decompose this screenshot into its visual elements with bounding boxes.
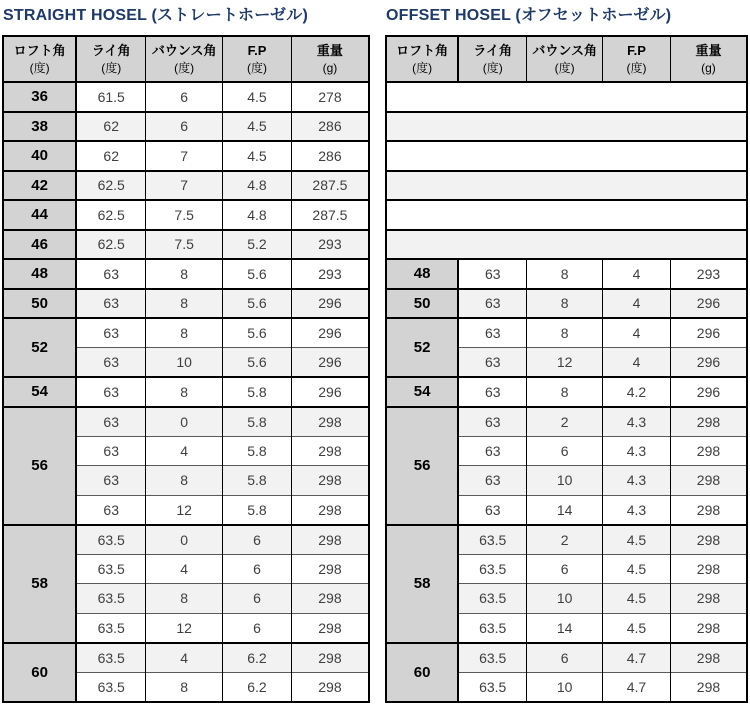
- weight-cell: 298: [291, 584, 369, 614]
- lie-cell: 63: [458, 436, 527, 466]
- bounce-cell: 10: [527, 672, 603, 702]
- bounce-cell: 10: [146, 348, 223, 378]
- fp-cell: 4.2: [603, 377, 671, 407]
- loft-cell: 42: [3, 171, 76, 201]
- lie-cell: 63: [458, 289, 527, 319]
- column-header-bounce: [527, 36, 603, 82]
- empty-cell: [386, 141, 747, 171]
- table-row: [3, 643, 369, 673]
- lie-cell: 63: [76, 289, 146, 319]
- fp-cell: 4.5: [603, 613, 671, 643]
- fp-cell: 4.7: [603, 643, 671, 673]
- bounce-cell: 7.5: [146, 200, 223, 230]
- bounce-cell: 8: [527, 377, 603, 407]
- lie-cell: 63: [76, 259, 146, 289]
- bounce-cell: 8: [146, 318, 223, 348]
- bounce-cell: 8: [527, 259, 603, 289]
- bounce-cell: 8: [146, 584, 223, 614]
- table-row: [386, 318, 747, 348]
- loft-cell: 54: [386, 377, 458, 407]
- weight-cell: 296: [291, 318, 369, 348]
- bounce-cell: 0: [146, 407, 223, 437]
- bounce-cell: 4: [146, 554, 223, 584]
- weight-cell: 298: [670, 672, 747, 702]
- loft-cell: 36: [3, 82, 76, 112]
- lie-cell: 63: [76, 436, 146, 466]
- weight-cell: 293: [291, 259, 369, 289]
- weight-cell: 298: [670, 613, 747, 643]
- bounce-cell: 8: [146, 259, 223, 289]
- lie-cell: 63: [458, 259, 527, 289]
- loft-cell: 56: [386, 407, 458, 525]
- weight-cell: 298: [670, 525, 747, 555]
- weight-cell: 287.5: [291, 171, 369, 201]
- weight-cell: 298: [291, 436, 369, 466]
- fp-cell: 6: [223, 525, 292, 555]
- column-header-lie: [76, 36, 146, 82]
- loft-cell: 50: [386, 289, 458, 319]
- fp-cell: 5.8: [223, 377, 292, 407]
- bounce-cell: 7.5: [146, 230, 223, 260]
- loft-cell: 46: [3, 230, 76, 260]
- empty-cell: [386, 82, 747, 112]
- empty-row: [386, 200, 747, 230]
- fp-cell: 5.8: [223, 407, 292, 437]
- lie-cell: 63: [458, 495, 527, 525]
- column-label: 重量: [316, 42, 343, 58]
- table-row: [3, 377, 369, 407]
- table-row: [386, 407, 747, 437]
- table-row: [386, 289, 747, 319]
- loft-cell: 54: [3, 377, 76, 407]
- column-label: ライ角: [91, 42, 131, 58]
- bounce-cell: 2: [527, 407, 603, 437]
- lie-cell: 63.5: [458, 613, 527, 643]
- loft-cell: 52: [386, 318, 458, 377]
- bounce-cell: 2: [527, 525, 603, 555]
- loft-cell: 60: [3, 643, 76, 702]
- fp-cell: 4.5: [603, 554, 671, 584]
- lie-cell: 63: [76, 407, 146, 437]
- weight-cell: 298: [291, 407, 369, 437]
- table-row: [3, 171, 369, 201]
- loft-cell: 56: [3, 407, 76, 525]
- empty-cell: [386, 200, 747, 230]
- fp-cell: 5.6: [223, 348, 292, 378]
- bounce-cell: 6: [146, 82, 223, 112]
- lie-cell: 63.5: [458, 554, 527, 584]
- loft-cell: 60: [386, 643, 458, 702]
- bounce-cell: 6: [527, 643, 603, 673]
- weight-cell: 298: [670, 495, 747, 525]
- weight-cell: 293: [291, 230, 369, 260]
- fp-cell: 4: [603, 289, 671, 319]
- bounce-cell: 12: [146, 495, 223, 525]
- lie-cell: 63: [458, 466, 527, 496]
- column-label: バウンス角: [151, 42, 217, 58]
- bounce-cell: 6: [527, 554, 603, 584]
- bounce-cell: 0: [146, 525, 223, 555]
- table-row: [3, 112, 369, 142]
- loft-cell: 38: [3, 112, 76, 142]
- lie-cell: 63.5: [76, 554, 146, 584]
- lie-cell: 63.5: [76, 643, 146, 673]
- table-row: [3, 200, 369, 230]
- column-unit: (度): [101, 60, 122, 75]
- lie-cell: 61.5: [76, 82, 146, 112]
- table-row: [3, 259, 369, 289]
- bounce-cell: 4: [146, 643, 223, 673]
- fp-cell: 4.5: [603, 525, 671, 555]
- bounce-cell: 10: [527, 584, 603, 614]
- lie-cell: 62.5: [76, 230, 146, 260]
- loft-cell: 58: [3, 525, 76, 643]
- fp-cell: 4.5: [603, 584, 671, 614]
- bounce-cell: 8: [527, 318, 603, 348]
- loft-cell: 48: [386, 259, 458, 289]
- fp-cell: 4.8: [223, 171, 292, 201]
- column-unit: (度): [246, 60, 267, 75]
- column-label: ロフト角: [13, 42, 66, 58]
- bounce-cell: 4: [146, 436, 223, 466]
- fp-cell: 6.2: [223, 643, 292, 673]
- table-row: [3, 141, 369, 171]
- weight-cell: 298: [670, 554, 747, 584]
- weight-cell: 298: [291, 554, 369, 584]
- column-header-weight: [291, 36, 369, 82]
- straight-hosel-table: [2, 35, 370, 703]
- weight-cell: 286: [291, 141, 369, 171]
- lie-cell: 63.5: [458, 643, 527, 673]
- bounce-cell: 8: [146, 289, 223, 319]
- weight-cell: 298: [670, 643, 747, 673]
- fp-cell: 4.3: [603, 407, 671, 437]
- fp-cell: 4: [603, 348, 671, 378]
- fp-cell: 4.3: [603, 466, 671, 496]
- fp-cell: 4.3: [603, 436, 671, 466]
- lie-cell: 63: [76, 495, 146, 525]
- weight-cell: 298: [291, 466, 369, 496]
- loft-cell: 40: [3, 141, 76, 171]
- lie-cell: 63: [458, 318, 527, 348]
- fp-cell: 4.5: [223, 112, 292, 142]
- fp-cell: 5.6: [223, 289, 292, 319]
- weight-cell: 278: [291, 82, 369, 112]
- fp-cell: 6: [223, 554, 292, 584]
- header-row: [386, 36, 747, 82]
- weight-cell: 298: [670, 466, 747, 496]
- fp-cell: 4: [603, 259, 671, 289]
- column-unit: (度): [412, 60, 433, 75]
- straight-hosel-section: [2, 3, 370, 721]
- weight-cell: 296: [670, 348, 747, 378]
- bounce-cell: 7: [146, 141, 223, 171]
- empty-row: [386, 230, 747, 260]
- fp-cell: 5.8: [223, 495, 292, 525]
- lie-cell: 62: [76, 112, 146, 142]
- lie-cell: 63.5: [76, 525, 146, 555]
- empty-row: [386, 141, 747, 171]
- weight-cell: 293: [670, 259, 747, 289]
- lie-cell: 63: [76, 377, 146, 407]
- offset-hosel-title: OFFSET HOSEL (オフセットホーゼル): [386, 7, 672, 24]
- loft-cell: 50: [3, 289, 76, 319]
- weight-cell: 298: [291, 643, 369, 673]
- fp-cell: 6.2: [223, 672, 292, 702]
- offset-hosel-table: [385, 35, 748, 703]
- fp-cell: 6: [223, 584, 292, 614]
- table-row: [3, 82, 369, 112]
- fp-cell: 5.6: [223, 318, 292, 348]
- column-label: バウンス角: [532, 42, 597, 58]
- lie-cell: 63: [76, 318, 146, 348]
- column-label: ライ角: [473, 42, 513, 58]
- table-row: [386, 377, 747, 407]
- table-row: [3, 230, 369, 260]
- column-header-fp: [223, 36, 292, 82]
- column-header-lie: [458, 36, 527, 82]
- straight-hosel-title: STRAIGHT HOSEL (ストレートホーゼル): [3, 7, 309, 24]
- column-header-loft: [3, 36, 76, 82]
- weight-cell: 296: [291, 289, 369, 319]
- table-row: [386, 525, 747, 555]
- empty-cell: [386, 171, 747, 201]
- fp-cell: 5.6: [223, 259, 292, 289]
- lie-cell: 63.5: [76, 672, 146, 702]
- table-row: [3, 318, 369, 348]
- bounce-cell: 8: [146, 466, 223, 496]
- loft-cell: 52: [3, 318, 76, 377]
- column-unit: (度): [482, 60, 503, 75]
- bounce-cell: 10: [527, 466, 603, 496]
- fp-cell: 5.8: [223, 466, 292, 496]
- empty-row: [386, 82, 747, 112]
- fp-cell: 4.5: [223, 141, 292, 171]
- bounce-cell: 7: [146, 171, 223, 201]
- column-unit: (g): [701, 60, 716, 75]
- weight-cell: 298: [291, 495, 369, 525]
- weight-cell: 298: [670, 584, 747, 614]
- bounce-cell: 6: [527, 436, 603, 466]
- table-row: [3, 407, 369, 437]
- column-label: 重量: [695, 42, 722, 58]
- weight-cell: 296: [670, 377, 747, 407]
- empty-cell: [386, 230, 747, 260]
- fp-cell: 5.2: [223, 230, 292, 260]
- weight-cell: 287.5: [291, 200, 369, 230]
- weight-cell: 296: [291, 377, 369, 407]
- fp-cell: 6: [223, 613, 292, 643]
- weight-cell: 296: [670, 318, 747, 348]
- loft-cell: 44: [3, 200, 76, 230]
- lie-cell: 63: [458, 407, 527, 437]
- bounce-cell: 8: [146, 672, 223, 702]
- empty-row: [386, 112, 747, 142]
- column-unit: (度): [29, 60, 50, 75]
- lie-cell: 62: [76, 141, 146, 171]
- column-unit: (度): [174, 60, 195, 75]
- lie-cell: 62.5: [76, 171, 146, 201]
- table-row: [3, 289, 369, 319]
- empty-cell: [386, 112, 747, 142]
- weight-cell: 298: [291, 525, 369, 555]
- bounce-cell: 6: [146, 112, 223, 142]
- lie-cell: 62.5: [76, 200, 146, 230]
- header-row: [3, 36, 369, 82]
- lie-cell: 63: [458, 377, 527, 407]
- weight-cell: 296: [291, 348, 369, 378]
- column-unit: (g): [322, 60, 338, 75]
- offset-hosel-section: [385, 3, 748, 721]
- lie-cell: 63: [76, 348, 146, 378]
- column-header-fp: [603, 36, 671, 82]
- bounce-cell: 14: [527, 495, 603, 525]
- weight-cell: 286: [291, 112, 369, 142]
- column-unit: (度): [626, 60, 647, 75]
- fp-cell: 4: [603, 318, 671, 348]
- lie-cell: 63.5: [458, 584, 527, 614]
- column-header-loft: [386, 36, 458, 82]
- weight-cell: 298: [670, 407, 747, 437]
- column-label: F.P: [247, 42, 267, 58]
- bounce-cell: 12: [527, 348, 603, 378]
- fp-cell: 4.3: [603, 495, 671, 525]
- column-label: ロフト角: [396, 42, 449, 58]
- weight-cell: 298: [670, 436, 747, 466]
- table-row: [386, 643, 747, 673]
- table-row: [386, 259, 747, 289]
- lie-cell: 63.5: [76, 584, 146, 614]
- bounce-cell: 8: [527, 289, 603, 319]
- lie-cell: 63.5: [458, 672, 527, 702]
- lie-cell: 63.5: [76, 613, 146, 643]
- fp-cell: 5.8: [223, 436, 292, 466]
- fp-cell: 4.8: [223, 200, 292, 230]
- empty-row: [386, 171, 747, 201]
- loft-cell: 58: [386, 525, 458, 643]
- column-header-bounce: [146, 36, 223, 82]
- bounce-cell: 12: [146, 613, 223, 643]
- fp-cell: 4.5: [223, 82, 292, 112]
- loft-cell: 48: [3, 259, 76, 289]
- table-row: [3, 525, 369, 555]
- weight-cell: 296: [670, 289, 747, 319]
- column-label: F.P: [627, 42, 646, 58]
- bounce-cell: 14: [527, 613, 603, 643]
- lie-cell: 63.5: [458, 525, 527, 555]
- lie-cell: 63: [76, 466, 146, 496]
- weight-cell: 298: [291, 613, 369, 643]
- lie-cell: 63: [458, 348, 527, 378]
- column-header-weight: [670, 36, 747, 82]
- bounce-cell: 8: [146, 377, 223, 407]
- fp-cell: 4.7: [603, 672, 671, 702]
- column-unit: (度): [554, 60, 575, 75]
- weight-cell: 298: [291, 672, 369, 702]
